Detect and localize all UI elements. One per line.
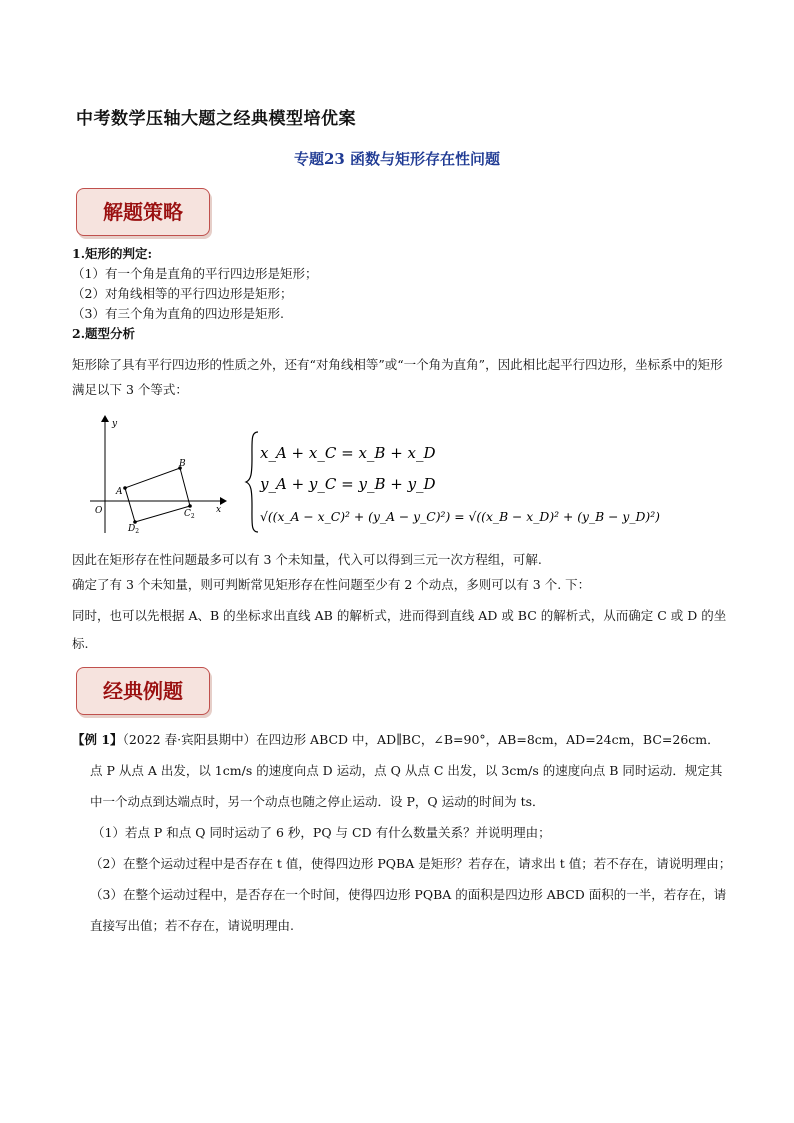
section-examples-title: 经典例题 [103, 679, 183, 703]
criteria-item-1: （1）有一个角是直角的平行四边形是矩形； [72, 266, 318, 281]
label-a: A [116, 487, 123, 497]
criteria-item-2: （2）对角线相等的平行四边形是矩形； [72, 286, 293, 301]
equation-diagonals-equal: √((x_A − x_C)² + (y_A − y_C)²) = √((x_B − x_D)² + (y_B − y_D)²) [260, 509, 661, 524]
conclusion-paragraph-3: 同时，也可以先根据 A、B 的坐标求出直线 AB 的解析式，进而得到直线 AD 或 BC 的解析式，从而确定 C 或 D 的坐标. [72, 608, 727, 651]
label-b: B [179, 459, 186, 469]
label-c: $C_2$ [184, 509, 195, 520]
question-2: （2）在整个运动过程中是否存在 t 值，使得四边形 PQBA 是矩形？若存在，请求出 t 值；若不存在，请说明理由； [90, 856, 732, 871]
example-1 [72, 724, 732, 941]
label-x: x [216, 505, 222, 515]
rectangle-abcd [125, 468, 190, 522]
section-examples-box [76, 667, 210, 715]
example-stem-text: 在四边形 ABCD 中，AD∥BC，∠B=90°，AB=8cm，AD=24cm，BC=26cm．点 P 从点 A 出发，以 1cm/s 的速度向点 D 运动，点 Q 从点 C 出发，以 3cm/s 的速度向点 B 同时运动．规定其中一个动点到达端点时，另一个动点也随之停止运动．设 P，Q 运动的时间为 ts． [90, 732, 723, 809]
topic-subtitle: 专题23 函数与矩形存在性问题 [293, 150, 501, 168]
section-strategy-title: 解题策略 [103, 200, 183, 224]
analysis-heading: 2.题型分析 [72, 326, 136, 341]
coordinate-diagram [88, 408, 238, 538]
example-1-stem [72, 724, 732, 817]
analysis-paragraph: 矩形除了具有平行四边形的性质之外，还有“对角线相等”或“一个角为直角”，因此相比起平行四边形，坐标系中的矩形满足以下 3 个等式： [72, 357, 723, 397]
label-origin: O [95, 506, 103, 516]
question-1: （1）若点 P 和点 Q 同时运动了 6 秒，PQ 与 CD 有什么数量关系？并说明理由； [92, 825, 551, 840]
equation-x-sum: x_A + x_C = x_B + x_D [260, 444, 436, 462]
conclusion-paragraph-2: 确定了有 3 个未知量，则可判断常见矩形存在性问题至少有 2 个动点，多则可以有 3 个. 下： [72, 577, 591, 592]
document-title: 中考数学压轴大题之经典模型培优案 [76, 109, 356, 129]
conclusion-paragraph-1: 因此在矩形存在性问题最多可以有 3 个未知量，代入可以得到三元一次方程组，可解. [72, 552, 542, 567]
example-tag: 【例 1】 [72, 732, 123, 747]
example-source: （2022 春·宾阳县期中） [122, 732, 257, 747]
formula-system [242, 428, 682, 540]
label-y: y [112, 419, 118, 429]
criteria-item-3: （3）有三个角为直角的四边形是矩形. [72, 306, 284, 321]
section-strategy-box [76, 188, 210, 236]
equation-y-sum: y_A + y_C = y_B + y_D [260, 475, 436, 493]
question-3: （3）在整个运动过程中，是否存在一个时间，使得四边形 PQBA 的面积是四边形 ABCD 面积的一半，若存在，请直接写出值；若不存在，请说明理由. [90, 887, 727, 933]
rectangle-criteria-heading: 1.矩形的判定: [72, 246, 153, 261]
label-d: $D_2$ [128, 524, 140, 535]
